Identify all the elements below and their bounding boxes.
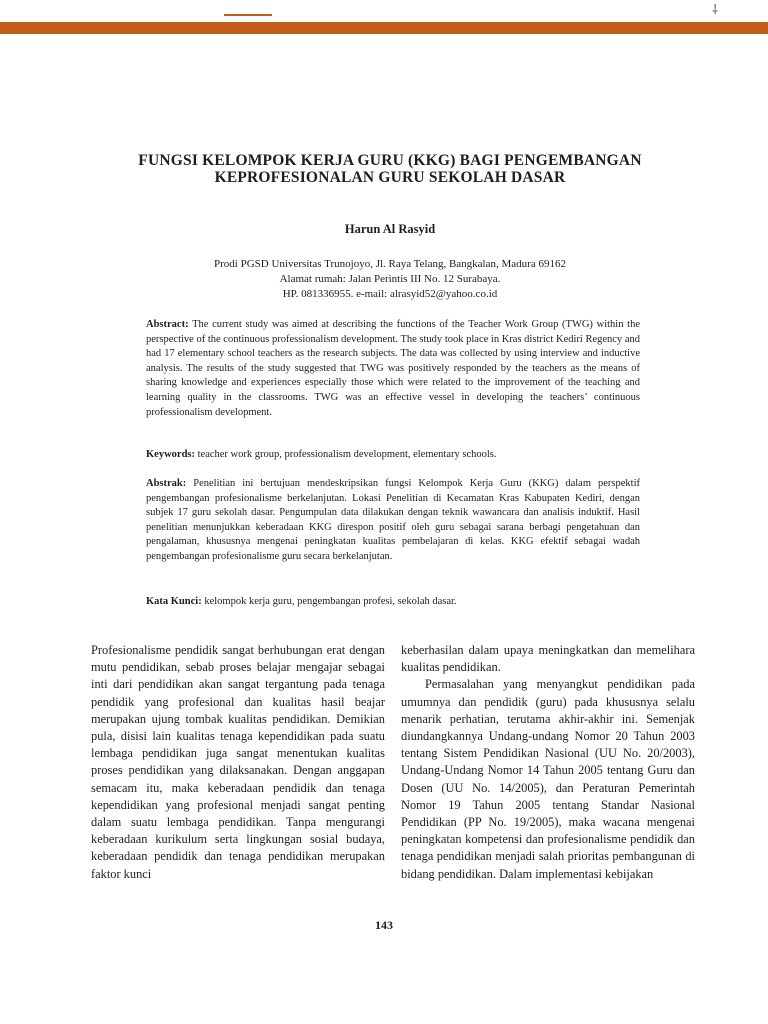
author-name: Harun Al Rasyid <box>344 222 436 236</box>
keywords-indonesian-label: Kata Kunci: <box>146 596 202 607</box>
body-column-left <box>91 642 385 883</box>
body-paragraph: Permasalahan yang menyangkut pendidikan pada umumnya dan pendidik (guru) pada khususnya selalu menarik perhatian, terutama akhir-akhir ini. Semenjak diundangkannya Undang-undang Nomor 20 Tahun 2003 tentang Sistem Pendidikan Nasional (UU No. 20/2003), Undang-Undang Nomor 14 Tahun 2005 tentang Guru dan Dosen (UU No. 14/2005), dan Peraturan Pemerintah Nomor 19 Tahun 2005 tentang Standar Nasional Pendidikan (PP No. 19/2005), maka wacana mengenai peningkatan kompetensi dan profesionalisme pendidik dan tenaga pendidikan menjadi salah prioritas pembangunan di bidang pendidikan. Dalam implementasi kebijakan <box>401 677 695 881</box>
body-paragraph-continued: keberhasilan dalam upaya meningkatkan dan memelihara kualitas pendidikan. <box>401 643 695 675</box>
page-number: 143 <box>375 918 393 932</box>
affiliation-line-1: Prodi PGSD Universitas Trunojoyo, Jl. Raya Telang, Bangkalan, Madura 69162 <box>214 258 566 270</box>
body-paragraph: Profesionalisme pendidik sangat berhubungan erat dengan mutu pendidikan, sebab proses belajar mengajar sebagai inti dari pendidikan akan sangat tergantung pada tenaga pendidik yang profesional dan kualitas hasil beajar merupakan ujung tombak kualitas pendidikan. Demikian pula, disisi lain kualitas tenaga kependidikan pada suatu lembaga pendidikan juga sangat menentukan kualitas proses pendidikan yang dilaksanakan. Dengan anggapan semacam itu, maka keberadaan pendidik dan tenaga kependidikan yang profesional menjadi sangat penting dalam suatu lembaga pendidikan. Tanpa mengurangi keberadaan kurikulum serta lingkungan sosial budaya, keberadaan pendidik dan tenaga pendidikan merupakan faktor kunci <box>91 643 385 881</box>
keywords-indonesian <box>146 595 640 610</box>
title-line-2: KEPROFESIONALAN GURU SEKOLAH DASAR <box>214 169 566 186</box>
header-underline-mark <box>224 14 272 16</box>
abstract-indonesian <box>146 477 640 565</box>
top-header-bar <box>0 0 768 23</box>
author-affiliation <box>80 257 700 302</box>
keywords-english <box>146 448 640 463</box>
orange-header-band <box>0 22 768 34</box>
keywords-indonesian-text: kelompok kerja guru, pengembangan profesi, sekolah dasar. <box>204 596 457 607</box>
affiliation-line-2: Alamat rumah: Jalan Perintis III No. 12 Surabaya. <box>279 273 501 285</box>
abstract-english-label: Abstract: <box>146 319 189 330</box>
abstract-indonesian-text: Penelitian ini bertujuan mendeskripsikan fungsi Kelompok Kerja Guru (KKG) dalam perspektif pengembangan profesionalisme berkelanjutan. Lokasi Penelitian di Kecamatan Kras Kabupaten Kediri, dengan subjek 17 guru sekolah dasar. Pengumpulan data dilakukan dengan teknik wawancara dan analisis induktif. Hasil penelitian menunjukkan keberadaan KKG direspon positif oleh guru sebagai sarana berbagi pengetahuan dan pengalaman, khususnya mengenai peningkatan kualitas pembelajaran di kelas. KKG efektif sebagai wadah pengembangan profesionalisme guru secara berkelanjutan. <box>146 478 640 562</box>
abstract-english <box>146 318 640 420</box>
abstract-english-text: The current study was aimed at describing the functions of the Teacher Work Group (TWG) within the perspective of the continuous professionalism development. The study took place in Kras district Kediri Regency and had 17 elementary school teachers as the research subjects. The data was collected by using interview and inductive analysis. The results of the study suggested that TWG was positively responded by the teachers as the means of sharing knowledge and experiences especially those which were related to the improvement of the teaching and learning quality in the classrooms. TWG was an effective vessel in developing the teachers’ continuous professionalism development. <box>146 319 640 418</box>
header-mark-icon: ⸸ <box>711 3 719 18</box>
title-line-1: FUNGSI KELOMPOK KERJA GURU (KKG) BAGI PENGEMBANGAN <box>138 152 642 169</box>
paper-title <box>80 152 700 186</box>
keywords-english-label: Keywords: <box>146 449 195 460</box>
keywords-english-text: teacher work group, professionalism development, elementary schools. <box>197 449 497 460</box>
abstract-indonesian-label: Abstrak: <box>146 478 187 489</box>
affiliation-line-3: HP. 081336955. e-mail: alrasyid52@yahoo.co.id <box>282 288 498 300</box>
body-column-right <box>401 642 695 883</box>
